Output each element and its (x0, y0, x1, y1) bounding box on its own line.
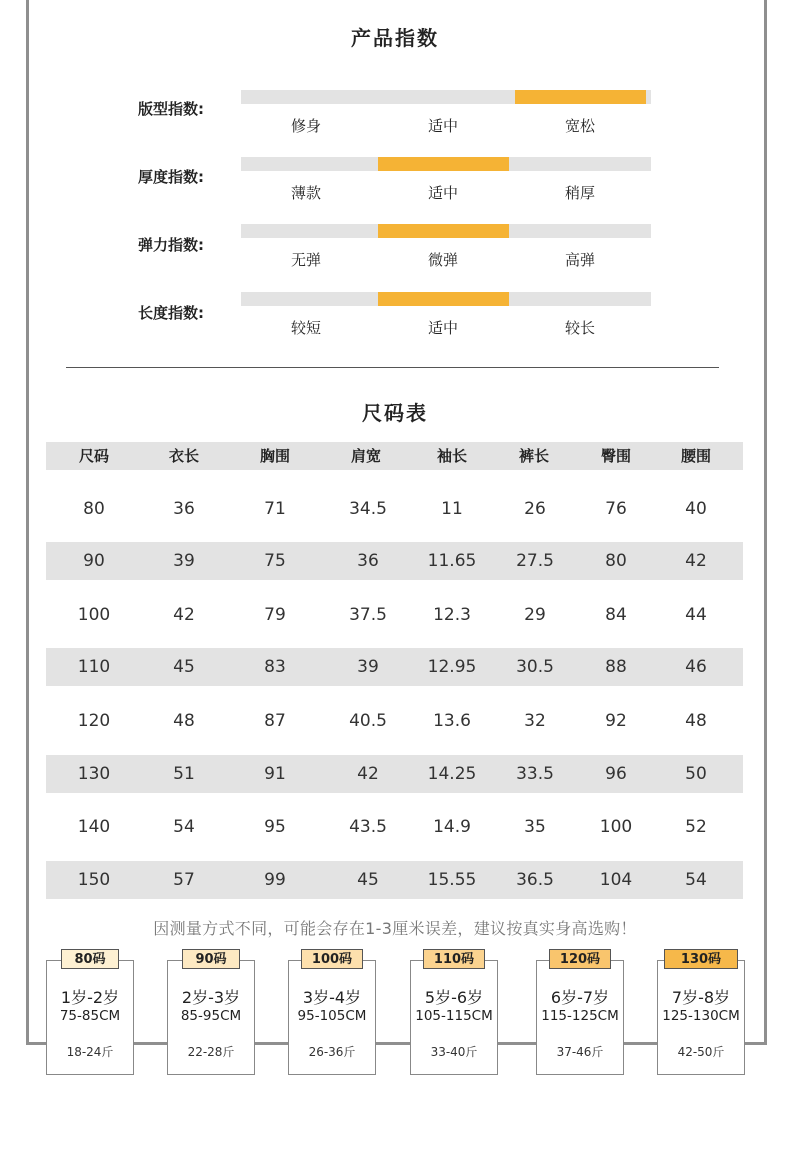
card-weight: 22-28斤 (187, 1045, 235, 1059)
table-cell: 84 (605, 605, 627, 625)
table-row (46, 808, 743, 846)
index-option: 较短 (290, 319, 321, 337)
table-cell: 87 (264, 711, 286, 731)
frame-right-border (764, 0, 767, 1045)
index-option: 适中 (427, 319, 458, 337)
table-cell: 91 (264, 764, 286, 784)
index-bar (241, 90, 651, 104)
table-cell: 110 (77, 657, 111, 677)
table-cell: 15.55 (427, 870, 477, 890)
size-badge: 80码 (61, 949, 119, 969)
table-cell: 120 (77, 711, 111, 731)
card-height: 115-125CM (541, 1008, 619, 1024)
product-index-title: 产品指数 (351, 26, 439, 50)
table-cell: 100 (599, 817, 633, 837)
table-cell: 88 (605, 657, 627, 677)
card-weight: 33-40斤 (430, 1045, 478, 1059)
table-cell: 50 (685, 764, 707, 784)
table-cell: 39 (173, 551, 195, 571)
measurement-note: 因测量方式不同，可能会存在1-3厘米误差，建议按真实身高选购！ (153, 919, 637, 938)
card-weight: 26-36斤 (308, 1045, 356, 1059)
card-height: 95-105CM (297, 1008, 367, 1024)
table-cell: 39 (357, 657, 379, 677)
table-cell: 36.5 (516, 870, 554, 890)
index-option: 修身 (290, 117, 321, 135)
table-cell: 12.95 (427, 657, 477, 677)
table-cell: 76 (605, 499, 627, 519)
table-row (46, 596, 743, 634)
index-option: 较长 (564, 319, 595, 337)
table-cell: 43.5 (349, 817, 387, 837)
size-card (657, 960, 745, 1075)
index-bar (241, 292, 651, 306)
index-bar (241, 224, 651, 238)
size-badge: 100码 (301, 949, 363, 969)
table-cell: 45 (173, 657, 195, 677)
size-card (288, 960, 376, 1075)
size-card (167, 960, 255, 1075)
size-badge: 120码 (549, 949, 611, 969)
size-card (410, 960, 498, 1075)
table-cell: 33.5 (516, 764, 554, 784)
index-bar-fill (378, 292, 509, 306)
frame-bottom-border (26, 1042, 767, 1045)
index-label: 长度指数: (138, 304, 204, 322)
size-table-header (46, 442, 743, 470)
table-cell: 40 (685, 499, 707, 519)
column-header: 尺码 (78, 447, 110, 465)
index-bar (241, 157, 651, 171)
table-cell: 32 (524, 711, 546, 731)
table-cell: 150 (77, 870, 111, 890)
card-weight: 18-24斤 (66, 1045, 114, 1059)
index-option: 微弹 (427, 251, 458, 269)
card-age: 5岁-6岁 (424, 988, 484, 1007)
size-badge: 130码 (664, 949, 738, 969)
index-option: 高弹 (564, 251, 595, 269)
card-age: 2岁-3岁 (181, 988, 241, 1007)
column-header: 腰围 (680, 447, 712, 465)
table-cell: 13.6 (433, 711, 471, 731)
index-option: 薄款 (290, 184, 321, 202)
section-divider (66, 367, 719, 368)
size-card (536, 960, 624, 1075)
table-cell: 36 (357, 551, 379, 571)
table-cell: 46 (685, 657, 707, 677)
table-cell: 83 (264, 657, 286, 677)
table-cell: 30.5 (516, 657, 554, 677)
table-cell: 44 (685, 605, 707, 625)
table-cell: 104 (599, 870, 633, 890)
table-cell: 79 (264, 605, 286, 625)
table-cell: 12.3 (433, 605, 471, 625)
index-option: 宽松 (564, 117, 595, 135)
table-cell: 130 (77, 764, 111, 784)
index-label: 厚度指数: (138, 168, 204, 186)
table-cell: 48 (173, 711, 195, 731)
card-height: 85-95CM (180, 1008, 242, 1024)
table-cell: 57 (173, 870, 195, 890)
column-header: 裤长 (518, 447, 550, 465)
table-cell: 37.5 (349, 605, 387, 625)
table-cell: 29 (524, 605, 546, 625)
size-chart-title: 尺码表 (362, 401, 428, 425)
card-weight: 42-50斤 (677, 1045, 725, 1059)
column-header: 臀围 (600, 447, 632, 465)
table-cell: 11.65 (427, 551, 477, 571)
table-row (46, 702, 743, 740)
index-label: 弹力指数: (138, 236, 204, 254)
table-cell: 45 (357, 870, 379, 890)
table-row (46, 542, 743, 580)
table-cell: 40.5 (349, 711, 387, 731)
index-option: 无弹 (290, 251, 321, 269)
table-cell: 48 (685, 711, 707, 731)
table-cell: 34.5 (349, 499, 387, 519)
table-cell: 80 (83, 499, 105, 519)
table-cell: 140 (77, 817, 111, 837)
table-row (46, 861, 743, 899)
table-cell: 14.25 (427, 764, 477, 784)
table-cell: 54 (685, 870, 707, 890)
table-row (46, 755, 743, 793)
table-cell: 92 (605, 711, 627, 731)
card-height: 125-130CM (662, 1008, 740, 1024)
table-cell: 80 (605, 551, 627, 571)
card-age: 6岁-7岁 (550, 988, 610, 1007)
index-bar-fill (515, 90, 646, 104)
table-cell: 90 (83, 551, 105, 571)
index-bar-fill (378, 157, 509, 171)
card-height: 75-85CM (59, 1008, 121, 1024)
size-badge: 90码 (182, 949, 240, 969)
table-row (46, 490, 743, 528)
table-cell: 42 (685, 551, 707, 571)
table-cell: 99 (264, 870, 286, 890)
card-age: 1岁-2岁 (60, 988, 120, 1007)
table-cell: 95 (264, 817, 286, 837)
size-badge: 110码 (423, 949, 485, 969)
table-row (46, 648, 743, 686)
card-age: 3岁-4岁 (302, 988, 362, 1007)
table-cell: 11 (441, 499, 463, 519)
index-bar-fill (378, 224, 509, 238)
index-option: 适中 (427, 117, 458, 135)
size-card (46, 960, 134, 1075)
column-header: 袖长 (436, 447, 468, 465)
index-label: 版型指数: (138, 100, 204, 118)
column-header: 衣长 (168, 447, 200, 465)
table-cell: 71 (264, 499, 286, 519)
table-cell: 54 (173, 817, 195, 837)
table-cell: 42 (173, 605, 195, 625)
table-cell: 35 (524, 817, 546, 837)
table-cell: 100 (77, 605, 111, 625)
card-age: 7岁-8岁 (671, 988, 731, 1007)
card-height: 105-115CM (415, 1008, 493, 1024)
column-header: 胸围 (259, 447, 291, 465)
table-cell: 27.5 (516, 551, 554, 571)
card-weight: 37-46斤 (556, 1045, 604, 1059)
table-cell: 14.9 (433, 817, 471, 837)
index-option: 适中 (427, 184, 458, 202)
table-cell: 26 (524, 499, 546, 519)
table-cell: 75 (264, 551, 286, 571)
table-cell: 51 (173, 764, 195, 784)
table-cell: 42 (357, 764, 379, 784)
table-cell: 52 (685, 817, 707, 837)
frame-left-border (26, 0, 29, 1045)
column-header: 肩宽 (350, 447, 382, 465)
table-cell: 96 (605, 764, 627, 784)
index-option: 稍厚 (564, 184, 595, 202)
table-cell: 36 (173, 499, 195, 519)
